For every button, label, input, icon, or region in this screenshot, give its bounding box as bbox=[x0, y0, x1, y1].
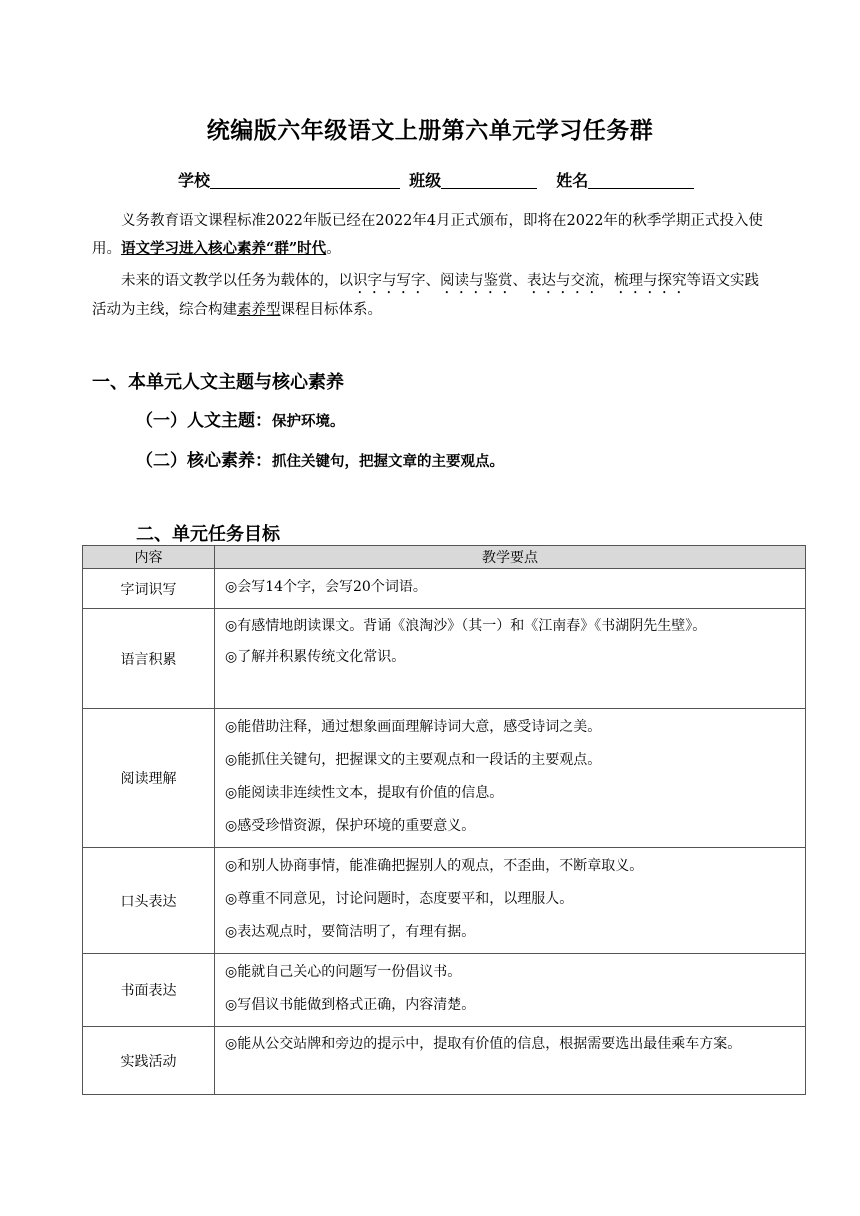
table-row bbox=[83, 709, 806, 848]
document-title: 统编版六年级语文上册第六单元学习任务群 bbox=[206, 118, 654, 144]
intro-p2-part-b: 、 bbox=[425, 273, 440, 289]
table-row bbox=[83, 848, 806, 954]
intro-p2-dotted-2: 阅读与鉴赏 bbox=[440, 273, 513, 289]
intro-p2-underlined: 素养型 bbox=[237, 302, 281, 318]
row-category: 实践活动 bbox=[83, 1027, 215, 1095]
core-literacy bbox=[136, 446, 504, 471]
core-value: 抓住关键句，把握文章的主要观点。 bbox=[272, 454, 504, 470]
list-item: ◎能从公交站牌和旁边的提示中，提取有价值的信息，根据需要选出最佳乘车方案。 bbox=[225, 1036, 742, 1052]
list-item: ◎和别人协商事情，能准确把握别人的观点，不歪曲，不断章取义。 bbox=[225, 858, 644, 874]
intro-p1-end: 。 bbox=[326, 241, 341, 257]
list-item: ◎写倡议书能做到格式正确，内容清楚。 bbox=[225, 997, 476, 1013]
theme-value: 保护环境。 bbox=[272, 414, 345, 430]
row-items bbox=[215, 609, 806, 709]
name-label: 姓名 bbox=[556, 171, 589, 190]
table-row bbox=[83, 569, 806, 609]
name-blank[interactable] bbox=[588, 172, 694, 189]
intro-p2-part-f: 等语文实践活动为主线，综合构建 bbox=[92, 273, 759, 318]
list-item: ◎有感情地朗读课文。背诵《浪淘沙》（其一）和《江南春》《书湖阴先生壁》。 bbox=[225, 618, 707, 634]
header-content: 内容 bbox=[83, 546, 215, 569]
task-goals-table bbox=[82, 545, 806, 1095]
intro-p2-dotted-4: 梳理与探究 bbox=[614, 273, 687, 289]
list-item: ◎会写14个字，会写20个词语。 bbox=[225, 579, 427, 595]
humanistic-theme bbox=[136, 406, 345, 431]
row-items bbox=[215, 954, 806, 1027]
section-2-heading: 二、单元任务目标 bbox=[136, 524, 280, 545]
list-item: ◎尊重不同意见，讨论问题时，态度要平和，以理服人。 bbox=[225, 891, 574, 907]
table-header-row bbox=[83, 546, 806, 569]
intro-p2-part-c: 、 bbox=[512, 273, 527, 289]
row-category: 书面表达 bbox=[83, 954, 215, 1027]
list-item: ◎了解并积累传统文化常识。 bbox=[225, 649, 406, 665]
intro-p2-dotted-1: 识字与写字 bbox=[353, 273, 426, 289]
list-item: ◎感受珍惜资源，保护环境的重要意义。 bbox=[225, 818, 476, 834]
intro-p1-text: 义务教育语文课程标准2022年版已经在2022年4月正式颁布，即将在2022年的秋季学期正式投入使用。 bbox=[92, 213, 763, 257]
section-1-heading: 一、本单元人文主题与核心素养 bbox=[92, 372, 344, 393]
intro-p2-part-e: ， bbox=[599, 273, 614, 289]
student-info-fields bbox=[178, 168, 694, 191]
intro-paragraph-2 bbox=[92, 268, 772, 324]
row-category: 语言积累 bbox=[83, 609, 215, 709]
intro-p2-dotted-3: 表达与交流 bbox=[527, 273, 600, 289]
core-label: （二）核心素养： bbox=[136, 451, 272, 471]
row-category: 口头表达 bbox=[83, 848, 215, 954]
intro-p1-emphasis: 语文学习进入核心素养“群”时代 bbox=[121, 240, 327, 257]
intro-p2-part-g: 课程目标体系。 bbox=[280, 302, 382, 318]
row-items bbox=[215, 1027, 806, 1095]
class-label: 班级 bbox=[409, 171, 442, 190]
list-item: ◎能阅读非连续性文本，提取有价值的信息。 bbox=[225, 785, 504, 801]
row-items bbox=[215, 848, 806, 954]
class-blank[interactable] bbox=[441, 172, 537, 189]
school-blank[interactable] bbox=[210, 172, 400, 189]
theme-label: （一）人文主题： bbox=[136, 411, 272, 431]
row-items bbox=[215, 709, 806, 848]
table-row bbox=[83, 954, 806, 1027]
intro-paragraph-1 bbox=[92, 208, 772, 263]
list-item: ◎表达观点时，要简洁明了，有理有据。 bbox=[225, 924, 476, 940]
list-item: ◎能就自己关心的问题写一份倡议书。 bbox=[225, 964, 462, 980]
row-items bbox=[215, 569, 806, 609]
header-teaching-points: 教学要点 bbox=[215, 546, 806, 569]
table-row bbox=[83, 1027, 806, 1095]
intro-p2-part-a: 未来的语文教学以任务为载体的，以 bbox=[121, 273, 353, 289]
school-label: 学校 bbox=[178, 171, 211, 190]
row-category: 字词识写 bbox=[83, 569, 215, 609]
table-row bbox=[83, 609, 806, 709]
list-item: ◎能抓住关键句，把握课文的主要观点和一段话的主要观点。 bbox=[225, 752, 602, 768]
list-item: ◎能借助注释，通过想象画面理解诗词大意，感受诗词之美。 bbox=[225, 719, 602, 735]
row-category: 阅读理解 bbox=[83, 709, 215, 848]
